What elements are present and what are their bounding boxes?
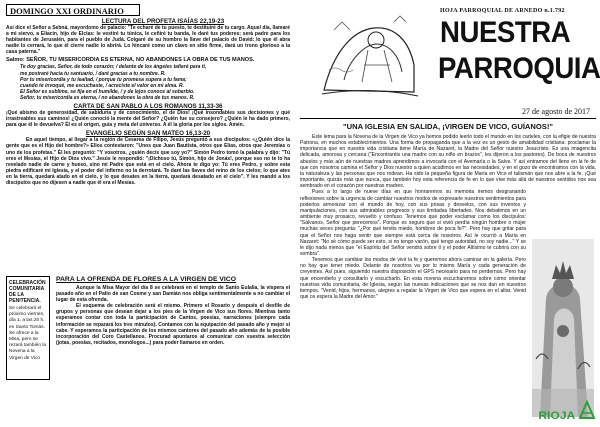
lectura1-title: LECTURA DEL PROFETA ISAÍAS 22,19-23: [101, 18, 225, 25]
salmo-line: Por tu misericordia y tu lealtad, / porque tu promesa supera a tu fama;: [20, 76, 187, 83]
masthead-title-1: NUESTRA: [440, 16, 571, 49]
readings-block: [6, 18, 290, 186]
rioja-emblem-icon: [578, 400, 596, 420]
salmo-line: El Señor es sublime, se fija en el humilde, / y de lejos conoce al soberbio.: [20, 88, 195, 95]
salmo-line: me postraré hacia tu santuario, / daré gracias a tu nombre. R.: [20, 70, 166, 77]
sidebar-text: Se celebrará el próximo viernes, día 1, a las 20 h. en Santo Tomás. Se ofrece a la Misa, pero se rezará también la Novena a la Virgen de Vico: [9, 306, 47, 361]
evangelio-text: En aquel tiempo, al llegar a la región de Cesarea de Filipo, Jesús preguntó a sus discípulos: «¿Quién dice la gente que es el Hijo del hombre?» Ellos contestaron: "Unos que Juan Bautista, otros que Elías, otros que Jeremías o uno de los profetas." Él les preguntó: "Y vosotros, ¿quién decís que soy yo?" Simón Pedro tomó la palabra y dijo: "Tú eres el Mesías, el Hijo de Dios vivo." Jesús le respondió: "¡Dichoso tú, Simón, hijo de Jonás!, porque eso no te lo ha revelado nadie de carne y hueso, sino mi Padre que está en el cielo. Ahora te digo yo: Tú eres Pedro, y sobre esta piedra edificaré mi Iglesia, y el poder del infierno no la derrotará. Te daré las llaves del reino de los cielos; lo que ates en la tierra, quedará atado en el cielo, y lo que desates en la tierra, quedará desatado en el cielo". Y les mandó a los discípulos que no dijesen a nadie que él era el Mesías.: [6, 137, 290, 186]
carta-title: CARTA DE SAN PABLO A LOS ROMANOS 11,33-36: [73, 103, 223, 111]
rioja-logo-text: RIOJA: [538, 410, 576, 422]
virgen-de-vico-photo: [532, 239, 594, 417]
salmo-line: Señor, tu misericordia es eterna, / no abandones la obra de tus manos. R.: [20, 94, 195, 101]
lectura1-text: Así dice el Señor a Sebná, mayordomo de palacio: "Te echaré de tu puesto, te destituiré de tu cargo. Aquel día, llamaré a mi siervo, a Eliacín, hijo de Elcías: le vestiré tu túnica, le ceñiré tu banda, le daré tus poderes; será padre para los habitantes de Jerusalén, para el pueblo de Judá. Colgaré de su hombro la llave del palacio de David: lo que él abra nadie lo cerrará, lo que él cierre nadie lo abrirá. Lo hincaré como un clavo en sitio firme, dará un trono glorioso a la casa paterna.": [6, 25, 290, 56]
carta-text: ¡Qué abismo de generosidad, de sabiduría y de conocimiento, el de Dios! ¡Qué insondables sus decisiones y qué irrastreables sus caminos! ¿Quién conoció la mente del Señor? ¿Quién fue su consejero? ¿Quién le ha dado primero, para que él le devuelva? Él es el origen, guía y meta del universo. A él la gloria por los siglos. Amén.: [6, 110, 290, 129]
right-page: [300, 4, 600, 422]
ofrenda-text-1: Aunque la Misa Mayor del día 8 se celebrará en el templo de Santo Eulalia, la víspera el pasado año en el Patio de san Cosme y san Damián nos obliga sentimentalmente a no cambiar el lugar de esta ofrenda.: [56, 285, 290, 304]
parish-logo-illustration: [314, 10, 422, 100]
article-narrow-column: [300, 189, 526, 300]
article-headline: "UNA IGLESIA EN SALIDA, ¡VIRGEN DE VICO, GUÍANOS!": [343, 122, 553, 131]
article-paragraph-3: Tenemos que cambiar los modos de vivir la fe y queremos ahora caminar en la galería. Pero no hay que tener miedo. Delante de nosotros va por lo mismo María y cada generación de creyentes. Así pues, siguiendo nuestra disposición el GPS necesario para no perdernos. Pero hay que encenderlo y consultarlo y escucharlo. En esta novena escucharemos sobre cómo orientar nuestras vida comunitaria, de Iglesia, según las nuevas indicaciones que se nos dan en nuestros tiempos. "Venid, hijos, hermanos, alegres a regalar la Virgen de Vico que espera en el altar. Venid que os espera la Madre del Amor.": [300, 257, 526, 301]
issue-date: 27 de agosto de 2017: [522, 107, 590, 116]
ofrenda-text-2: El esquema de celebración será el mismo. Primero el Rosario y después el desfile de grupos y personas que desean dejar a los pies de la Virgen de Vico sus flores. Mientras tanto esperamos contar con toda la participación de Cantos, poesías, narraciones (siempre cada información se reparará los tres minutos). Contamos con la equipación del pasado año y mejor si cabe. Y esperamos la participación de los mismos cantores del pasado año además de la posible incorporación del Coro Castellanos. Procurad apuntaros al comunicar con vuestra selección (jotas, poesías, recitados, monólogos...) para poder llamaros en orden.: [56, 303, 290, 346]
masthead-divider: [300, 118, 596, 119]
article-paragraph-2: Pues a lo largo de nueve días en que honraremos su memoria iremos desgranando reflexiones sobre la urgencia de cambiar nuestros modos de expresarle nuestros sentimientos para poderlos armonizar con el mundo de hoy, con sus prisas y desvelos, con sus inventos y manipulaciones, con sus admirables progresos y sus limitadas libertades. Nos debatimos en un ambiente muy prosaico, revuelto y confuso. Tenemos que poder exclamar como los discípulos: "Sálvanos, Señor que perecemos". Porque es seguro que si vivió perdía ningún hombre o mujer muchas veces pregunta: "¿Por qué tenéis miedo, hombres de poca fe?". Pero hay que gritar para que el Señor nos haga sentir que siempre está cerca de nosotros. Así le ocurrió a María en Nazaret: "No sé cómo puede ser esto, si no tengo varón, qué tengo autoridad, no soy nadie..." Y se le dijo nada menos que "el Espíritu del Señor vendrá sobre ti y el poder Altísimo te cubrirá con su sombra".: [300, 189, 526, 257]
ofrenda-title: PARA LA OFRENDA DE FLORES A LA VIRGEN DE VICO: [56, 276, 236, 283]
salmo-line: cuando te invoqué, me escuchaste, / acreciste el valor en mi alma. R.: [20, 82, 184, 89]
sidebar-title: CELEBRACIÓN COMUNITARIA DE LA PENITENCIA.: [9, 280, 46, 304]
masthead-title-2: PARROQUIA: [438, 52, 600, 85]
left-page: [6, 4, 290, 422]
domingo-title: DOMINGO XXI ORDINARIO: [6, 4, 140, 16]
salmo-line: Te doy gracias, Señor, de todo corazón; / delante de los ángeles tañeré para ti,: [20, 64, 207, 71]
newsletter-issue: HOJA PARROQUIAL DE ARNEDO n.1.792: [440, 8, 565, 14]
article-paragraph-1: Este lema para la Novena de la Virgen de Vico ya hemos podido leerlo todo el mundo en los carteles, con la efigie de nuestra Patrona, en muchos establecimientos. Una forma de propaganda que a la vez es un gesto de amabilidad cristiana: proclamar la importancia que en nuestra vida cristiana tiene María de Nazaret, la Madre del Señor nuestro Jesucristo. Es una imagencita delicada, amorosa y cercana ("Encontraréis una madre con su niño en brazos", les dijeron a los pastores). De boca de nuestros abuelos y más aún de nuestras madres aprendimos a invocarla con el Avemaría o la Salve. Y así entramos del lleno en la fe de que con nosotros camina el Señor y Dios nuestro a quien acudimos en las necesidades, y en el gozo de encontramos con la vida, la naturaleza y las personas que nos rodean. Ha sido la pequeña figura de María en Vico el talismán que nos abre a la fe. ¡Qué importante, quizás más que nunca, que también hoy esta referencia de fe en lo que vive más allá de nuestros sentidos nos sea sembrado en el corazón por nuestras madres.: [300, 134, 596, 190]
evangelio-title: EVANGELIO SEGÚN SAN MATEO 16,13-20: [85, 130, 211, 138]
salmo-heading: Salmo: SEÑOR, TU MISERICORDIA ES ETERNA, NO ABANDONES LA OBRA DE TUS MANOS.: [6, 57, 255, 64]
ofrenda-section: [56, 276, 290, 346]
penitencia-box: [6, 276, 50, 380]
